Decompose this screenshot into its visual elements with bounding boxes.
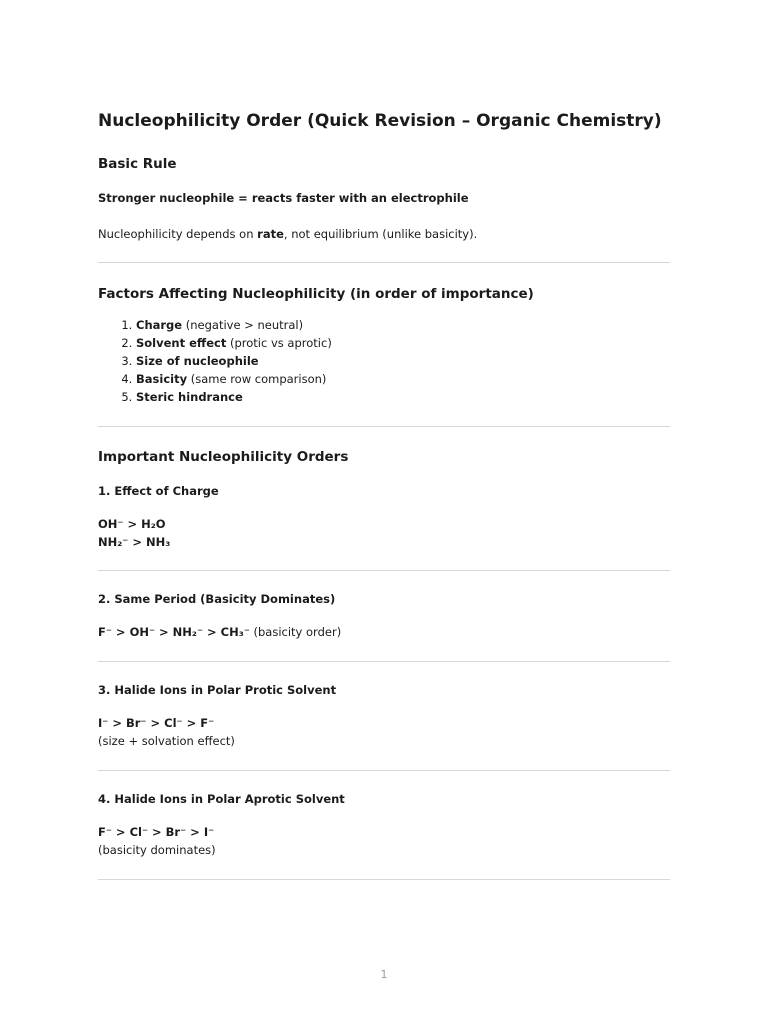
order-section-heading: 3. Halide Ions in Polar Protic Solvent <box>98 683 337 697</box>
divider <box>98 879 670 880</box>
order-line: NH₂⁻ > NH₃ <box>98 535 171 549</box>
divider <box>98 570 670 571</box>
list-item: 3. Size of nucleophile <box>136 352 670 370</box>
page-number: 1 <box>380 968 388 981</box>
divider <box>98 770 670 771</box>
order-line: F⁻ > OH⁻ > NH₂⁻ > CH₃⁻ (basicity order) <box>98 625 342 639</box>
divider <box>98 426 670 427</box>
list-item: 2. Solvent effect (protic vs aprotic) <box>136 334 670 352</box>
factors-list <box>98 316 670 406</box>
order-line: I⁻ > Br⁻ > Cl⁻ > F⁻ <box>98 716 215 730</box>
page-title: Nucleophilicity Order (Quick Revision – Organic Chemistry) <box>98 111 662 131</box>
divider <box>98 262 670 263</box>
order-line: (basicity dominates) <box>98 843 216 857</box>
order-lines <box>98 515 670 551</box>
list-item: 1. Charge (negative > neutral) <box>136 316 670 334</box>
order-line: (size + solvation effect) <box>98 734 235 748</box>
document-page <box>98 108 670 880</box>
order-section-heading: 1. Effect of Charge <box>98 484 219 498</box>
basic-rule-note: Nucleophilicity depends on rate, not equilibrium (unlike basicity). <box>98 227 478 241</box>
order-line: F⁻ > Cl⁻ > Br⁻ > I⁻ <box>98 825 215 839</box>
orders-heading: Important Nucleophilicity Orders <box>98 449 349 465</box>
list-item: 5. Steric hindrance <box>136 388 670 406</box>
list-item: 4. Basicity (same row comparison) <box>136 370 670 388</box>
order-line: OH⁻ > H₂O <box>98 517 166 531</box>
order-lines <box>98 623 670 641</box>
order-lines <box>98 714 670 750</box>
factors-heading: Factors Affecting Nucleophilicity (in order of importance) <box>98 286 534 302</box>
divider <box>98 661 670 662</box>
order-section-heading: 4. Halide Ions in Polar Aprotic Solvent <box>98 792 345 806</box>
order-lines <box>98 823 670 859</box>
order-section-heading: 2. Same Period (Basicity Dominates) <box>98 592 336 606</box>
basic-rule-statement: Stronger nucleophile = reacts faster with an electrophile <box>98 191 469 205</box>
basic-rule-heading: Basic Rule <box>98 156 177 172</box>
